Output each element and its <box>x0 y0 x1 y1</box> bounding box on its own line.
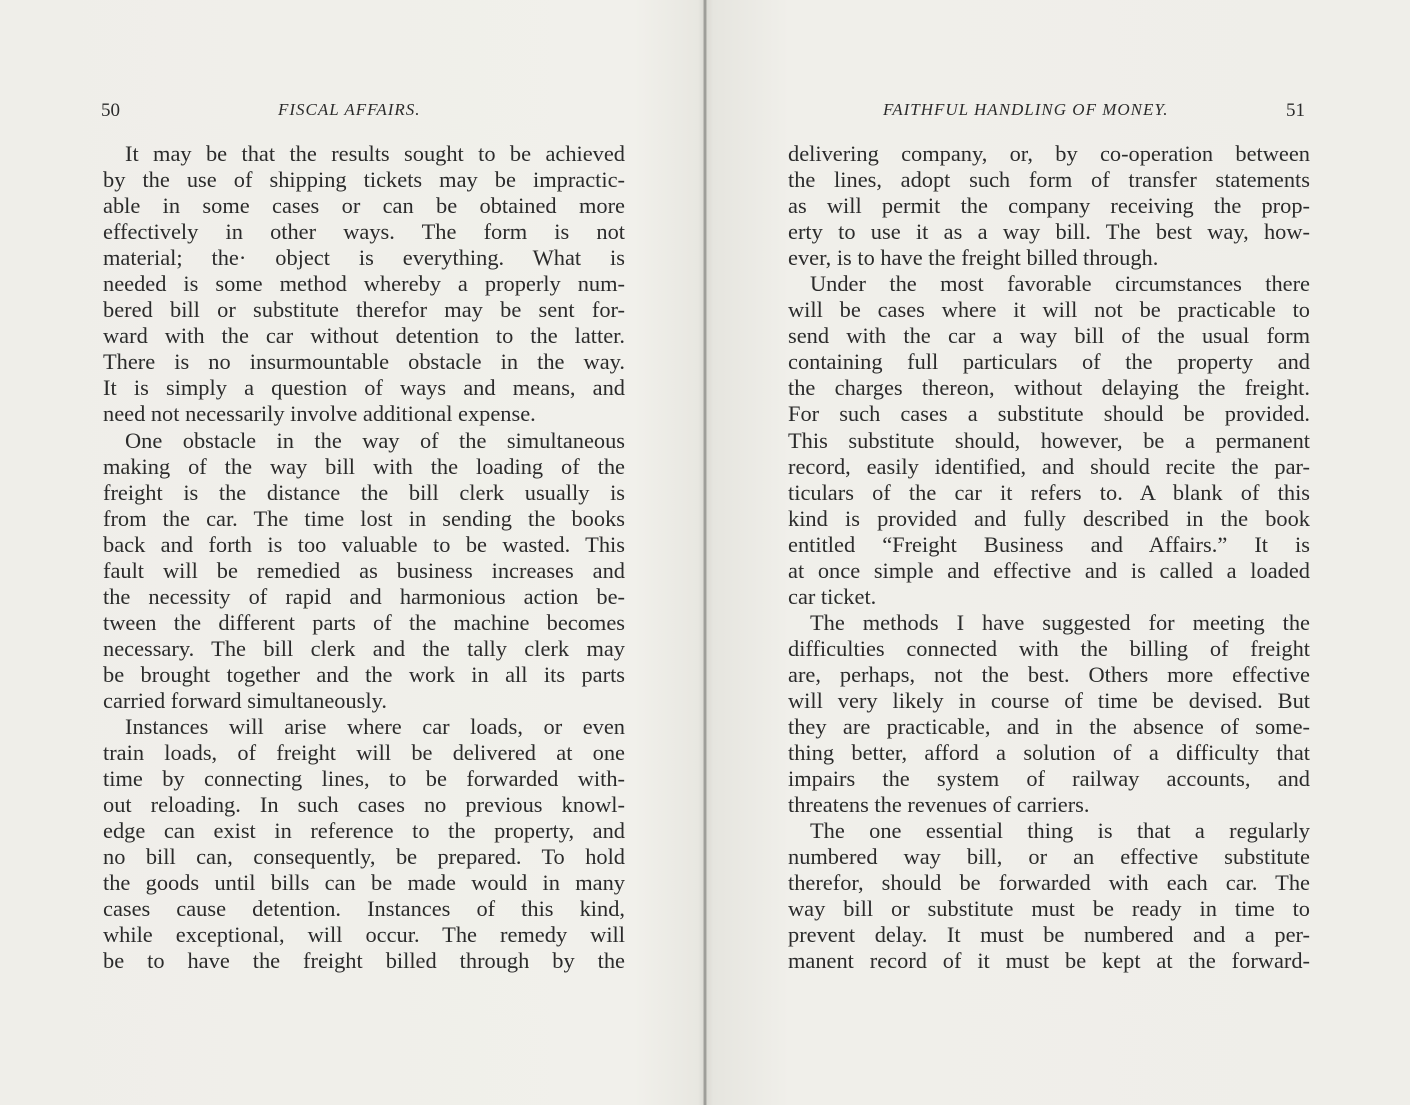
text-line: The one essential thing is that a regularly <box>810 818 1310 844</box>
text-line: Instances will arise where car loads, or even <box>125 714 625 740</box>
text-line: prevent delay. It must be numbered and a per- <box>788 922 1310 948</box>
running-head: FAITHFUL HANDLING OF MONEY. <box>883 100 1169 119</box>
text-line: The methods I have suggested for meeting the <box>810 609 1310 635</box>
text-line: material; the· object is everything. What is <box>103 245 625 271</box>
text-line: edge can exist in reference to the property, and <box>103 818 625 844</box>
text-line: freight is the distance the bill clerk usually is <box>103 479 625 505</box>
page-number: 50 <box>101 100 120 121</box>
text-line: kind is provided and fully described in the book <box>788 505 1310 531</box>
text-line: are, perhaps, not the best. Others more effective <box>788 661 1310 687</box>
text-line: at once simple and effective and is called a loaded <box>788 557 1310 583</box>
text-line: car ticket. <box>788 583 877 609</box>
text-line: One obstacle in the way of the simultaneous <box>125 427 625 453</box>
text-line: send with the car a way bill of the usual form <box>788 323 1310 349</box>
text-line: fault will be remedied as business increases and <box>103 557 625 583</box>
text-line: ticulars of the car it refers to. A blank of this <box>788 479 1310 505</box>
text-line: thing better, afford a solution of a difficulty that <box>788 740 1310 766</box>
text-line: bered bill or substitute therefor may be sent for- <box>103 297 625 323</box>
text-line: be to have the freight billed through by the <box>103 948 625 974</box>
text-line: will very likely in course of time be devised. But <box>788 687 1310 713</box>
text-line: record, easily identified, and should recite the par- <box>788 453 1310 479</box>
text-line: erty to use it as a way bill. The best way, how- <box>788 219 1310 245</box>
right-page <box>707 0 1410 1105</box>
text-line: For such cases a substitute should be provided. <box>788 401 1310 427</box>
text-line: the charges thereon, without delaying the freight. <box>788 375 1310 401</box>
text-line: numbered way bill, or an effective substitute <box>788 844 1310 870</box>
text-line: the goods until bills can be made would in many <box>103 870 625 896</box>
text-line: way bill or substitute must be ready in time to <box>788 896 1310 922</box>
text-line: threatens the revenues of carriers. <box>788 792 1090 818</box>
body-text <box>788 141 1310 975</box>
text-line: needed is some method whereby a properly num- <box>103 271 625 297</box>
text-line: time by connecting lines, to be forwarded with- <box>103 766 625 792</box>
text-line: Under the most favorable circumstances there <box>810 271 1310 297</box>
text-line: they are practicable, and in the absence of some- <box>788 714 1310 740</box>
text-line: It may be that the results sought to be achieved <box>125 141 625 166</box>
text-line: manent record of it must be kept at the forward- <box>788 948 1310 974</box>
text-line: There is no insurmountable obstacle in the way. <box>103 349 625 375</box>
text-line: ever, is to have the freight billed through. <box>788 245 1159 271</box>
text-line: need not necessarily involve additional expense. <box>103 401 536 427</box>
text-line: difficulties connected with the billing of freight <box>788 635 1310 661</box>
text-line: This substitute should, however, be a permanent <box>788 427 1310 453</box>
body-text <box>103 141 625 975</box>
left-page <box>0 0 703 1105</box>
text-line: as will permit the company receiving the prop- <box>788 193 1310 219</box>
text-line: out reloading. In such cases no previous knowl- <box>103 792 625 818</box>
text-line: impairs the system of railway accounts, and <box>788 766 1310 792</box>
text-line: carried forward simultaneously. <box>103 687 387 713</box>
page-number: 51 <box>1286 100 1305 121</box>
running-head: FISCAL AFFAIRS. <box>278 100 421 119</box>
text-line: while exceptional, will occur. The remedy will <box>103 922 625 948</box>
text-line: delivering company, or, by co-operation between <box>788 141 1310 166</box>
text-line: back and forth is too valuable to be wasted. This <box>103 531 625 557</box>
text-line: tween the different parts of the machine becomes <box>103 609 625 635</box>
text-line: able in some cases or can be obtained more <box>103 193 625 219</box>
text-line: cases cause detention. Instances of this kind, <box>103 896 625 922</box>
text-line: no bill can, consequently, be prepared. To hold <box>103 844 625 870</box>
text-line: by the use of shipping tickets may be impractic- <box>103 167 625 193</box>
text-line: ward with the car without detention to the latter. <box>103 323 625 349</box>
text-line: effectively in other ways. The form is not <box>103 219 625 245</box>
text-line: the necessity of rapid and harmonious action be- <box>103 583 625 609</box>
text-line: containing full particulars of the property and <box>788 349 1310 375</box>
text-line: from the car. The time lost in sending the books <box>103 505 625 531</box>
text-line: It is simply a question of ways and means, and <box>103 375 625 401</box>
text-line: therefor, should be forwarded with each car. The <box>788 870 1310 896</box>
text-line: entitled “Freight Business and Affairs.” It is <box>788 531 1310 557</box>
text-line: be brought together and the work in all its parts <box>103 661 625 687</box>
text-line: will be cases where it will not be practicable to <box>788 297 1310 323</box>
text-line: the lines, adopt such form of transfer statements <box>788 167 1310 193</box>
text-line: necessary. The bill clerk and the tally clerk may <box>103 635 625 661</box>
text-line: train loads, of freight will be delivered at one <box>103 740 625 766</box>
text-line: making of the way bill with the loading of the <box>103 453 625 479</box>
